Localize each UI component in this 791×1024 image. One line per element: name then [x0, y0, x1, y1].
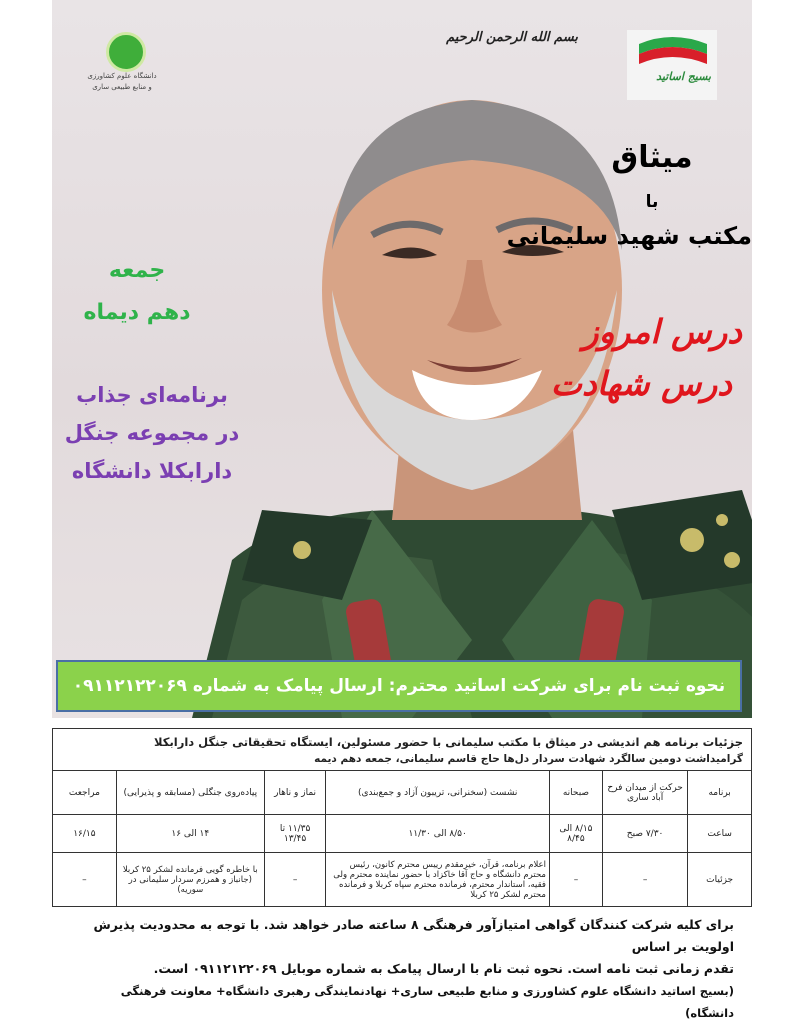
university-logo [78, 28, 166, 100]
footer-notes [72, 914, 734, 1024]
table-title: جزئیات برنامه هم اندیشی در میثاق با مکتب سلیمانی با حضور مسئولین، ایستگاه تحقیقاتی جنگل دارابکلا [53, 729, 752, 752]
table-row [53, 853, 752, 907]
logo-right-text: بسیج اساتید [656, 70, 711, 83]
table-cell: ۷/۳۰ صبح [602, 815, 687, 853]
headline-misagh: میثاق [611, 140, 693, 175]
event-day: جمعه [108, 258, 166, 283]
flag-icon [627, 30, 717, 70]
program-details-table [52, 728, 752, 907]
table-cell: جزئیات [688, 853, 752, 907]
logo-left-line1: دانشگاه علوم کشاورزی [87, 72, 157, 80]
col-header: پیاده‌روی جنگلی (مسابقه و پذیرایی) [116, 771, 264, 815]
basij-logo [627, 30, 717, 100]
col-header: نشست (سخنرانی، تریبون آزاد و جمع‌بندی) [326, 771, 550, 815]
headline-maktab: مکتب شهید سلیمانی [506, 222, 752, 250]
col-header: برنامه [688, 771, 752, 815]
table-cell: ۱۱/۳۵ تا ۱۳/۴۵ [264, 815, 326, 853]
col-header: مراجعت [53, 771, 117, 815]
table-cell: با خاطره گویی فرمانده لشکر ۲۵ کربلا (جانباز و همرزم سردار سلیمانی در سوریه) [116, 853, 264, 907]
table-subtitle: گرامیداشت دومین سالگرد شهادت سردار دل‌ها حاج قاسم سلیمانی، جمعه دهم دیمه [53, 751, 752, 771]
headline-dars-emrooz: درس امروز [582, 312, 742, 351]
table-row [53, 815, 752, 853]
table-cell: ۱۴ الی ۱۶ [116, 815, 264, 853]
col-header: نماز و ناهار [264, 771, 326, 815]
headline-ba: با [645, 192, 659, 212]
poster [52, 0, 752, 718]
event-date: دهم دیماه [83, 300, 191, 325]
registration-banner: نحوه ثبت نام برای شرکت اساتید محترم: ارسال پیامک به شماره ۰۹۱۱۲۱۲۲۰۶۹ [56, 660, 742, 712]
table-cell: ساعت [688, 815, 752, 853]
table-cell: ۸/۵۰ الی ۱۱/۳۰ [326, 815, 550, 853]
footer-line2: تقدم زمانی ثبت نامه است. نحوه ثبت نام با ارسال پیامک به شماره موبایل ۰۹۱۱۲۱۲۲۰۶۹ است. [153, 961, 734, 976]
program-line1: برنامه‌ای جذاب [76, 383, 228, 407]
bismillah: بسم الله الرحمن الرحیم [446, 30, 578, 45]
footer-line3: (بسیج اساتید دانشگاه علوم کشاورزی و منابع طبیعی ساری+ نهادنمایندگی رهبری دانشگاه+ معاونت فرهنگی دانشگاه) [120, 984, 734, 1020]
headline-dars-shahadat: درس شهادت [550, 364, 732, 403]
program-line2: در مجموعه جنگل [64, 421, 240, 445]
logo-left-line2: و منابع طبیعی ساری [92, 83, 152, 91]
footer-line1: برای کلیه شرکت کنندگان گواهی امتیازآور فرهنگی ۸ ساعته صادر خواهد شد. با توجه به محدودیت پذیرش اولویت بر اساس [93, 917, 734, 954]
col-header: حرکت از میدان فرح آباد ساری [602, 771, 687, 815]
table-cell: ۸/۱۵ الی ۸/۴۵ [549, 815, 602, 853]
table-cell: – [264, 853, 326, 907]
col-header: صبحانه [549, 771, 602, 815]
leaf-icon [106, 32, 146, 72]
table-cell: – [549, 853, 602, 907]
table-cell: – [53, 853, 117, 907]
table-cell: ۱۶/۱۵ [53, 815, 117, 853]
program-line3: دارابکلا دانشگاه [71, 459, 233, 483]
table-cell: اعلام برنامه، قرآن، خیرمقدم رییس محترم کانون، رئیس محترم دانشگاه و حاج آقا خاکزاد با حضور نماینده محترم ولی فقیه، استاندار محترم، فرمانده محترم سپاه کربلا و فرمانده محترم لشکر ۲۵ کربلا [326, 853, 550, 907]
table-cell: – [602, 853, 687, 907]
program-description [52, 376, 252, 490]
